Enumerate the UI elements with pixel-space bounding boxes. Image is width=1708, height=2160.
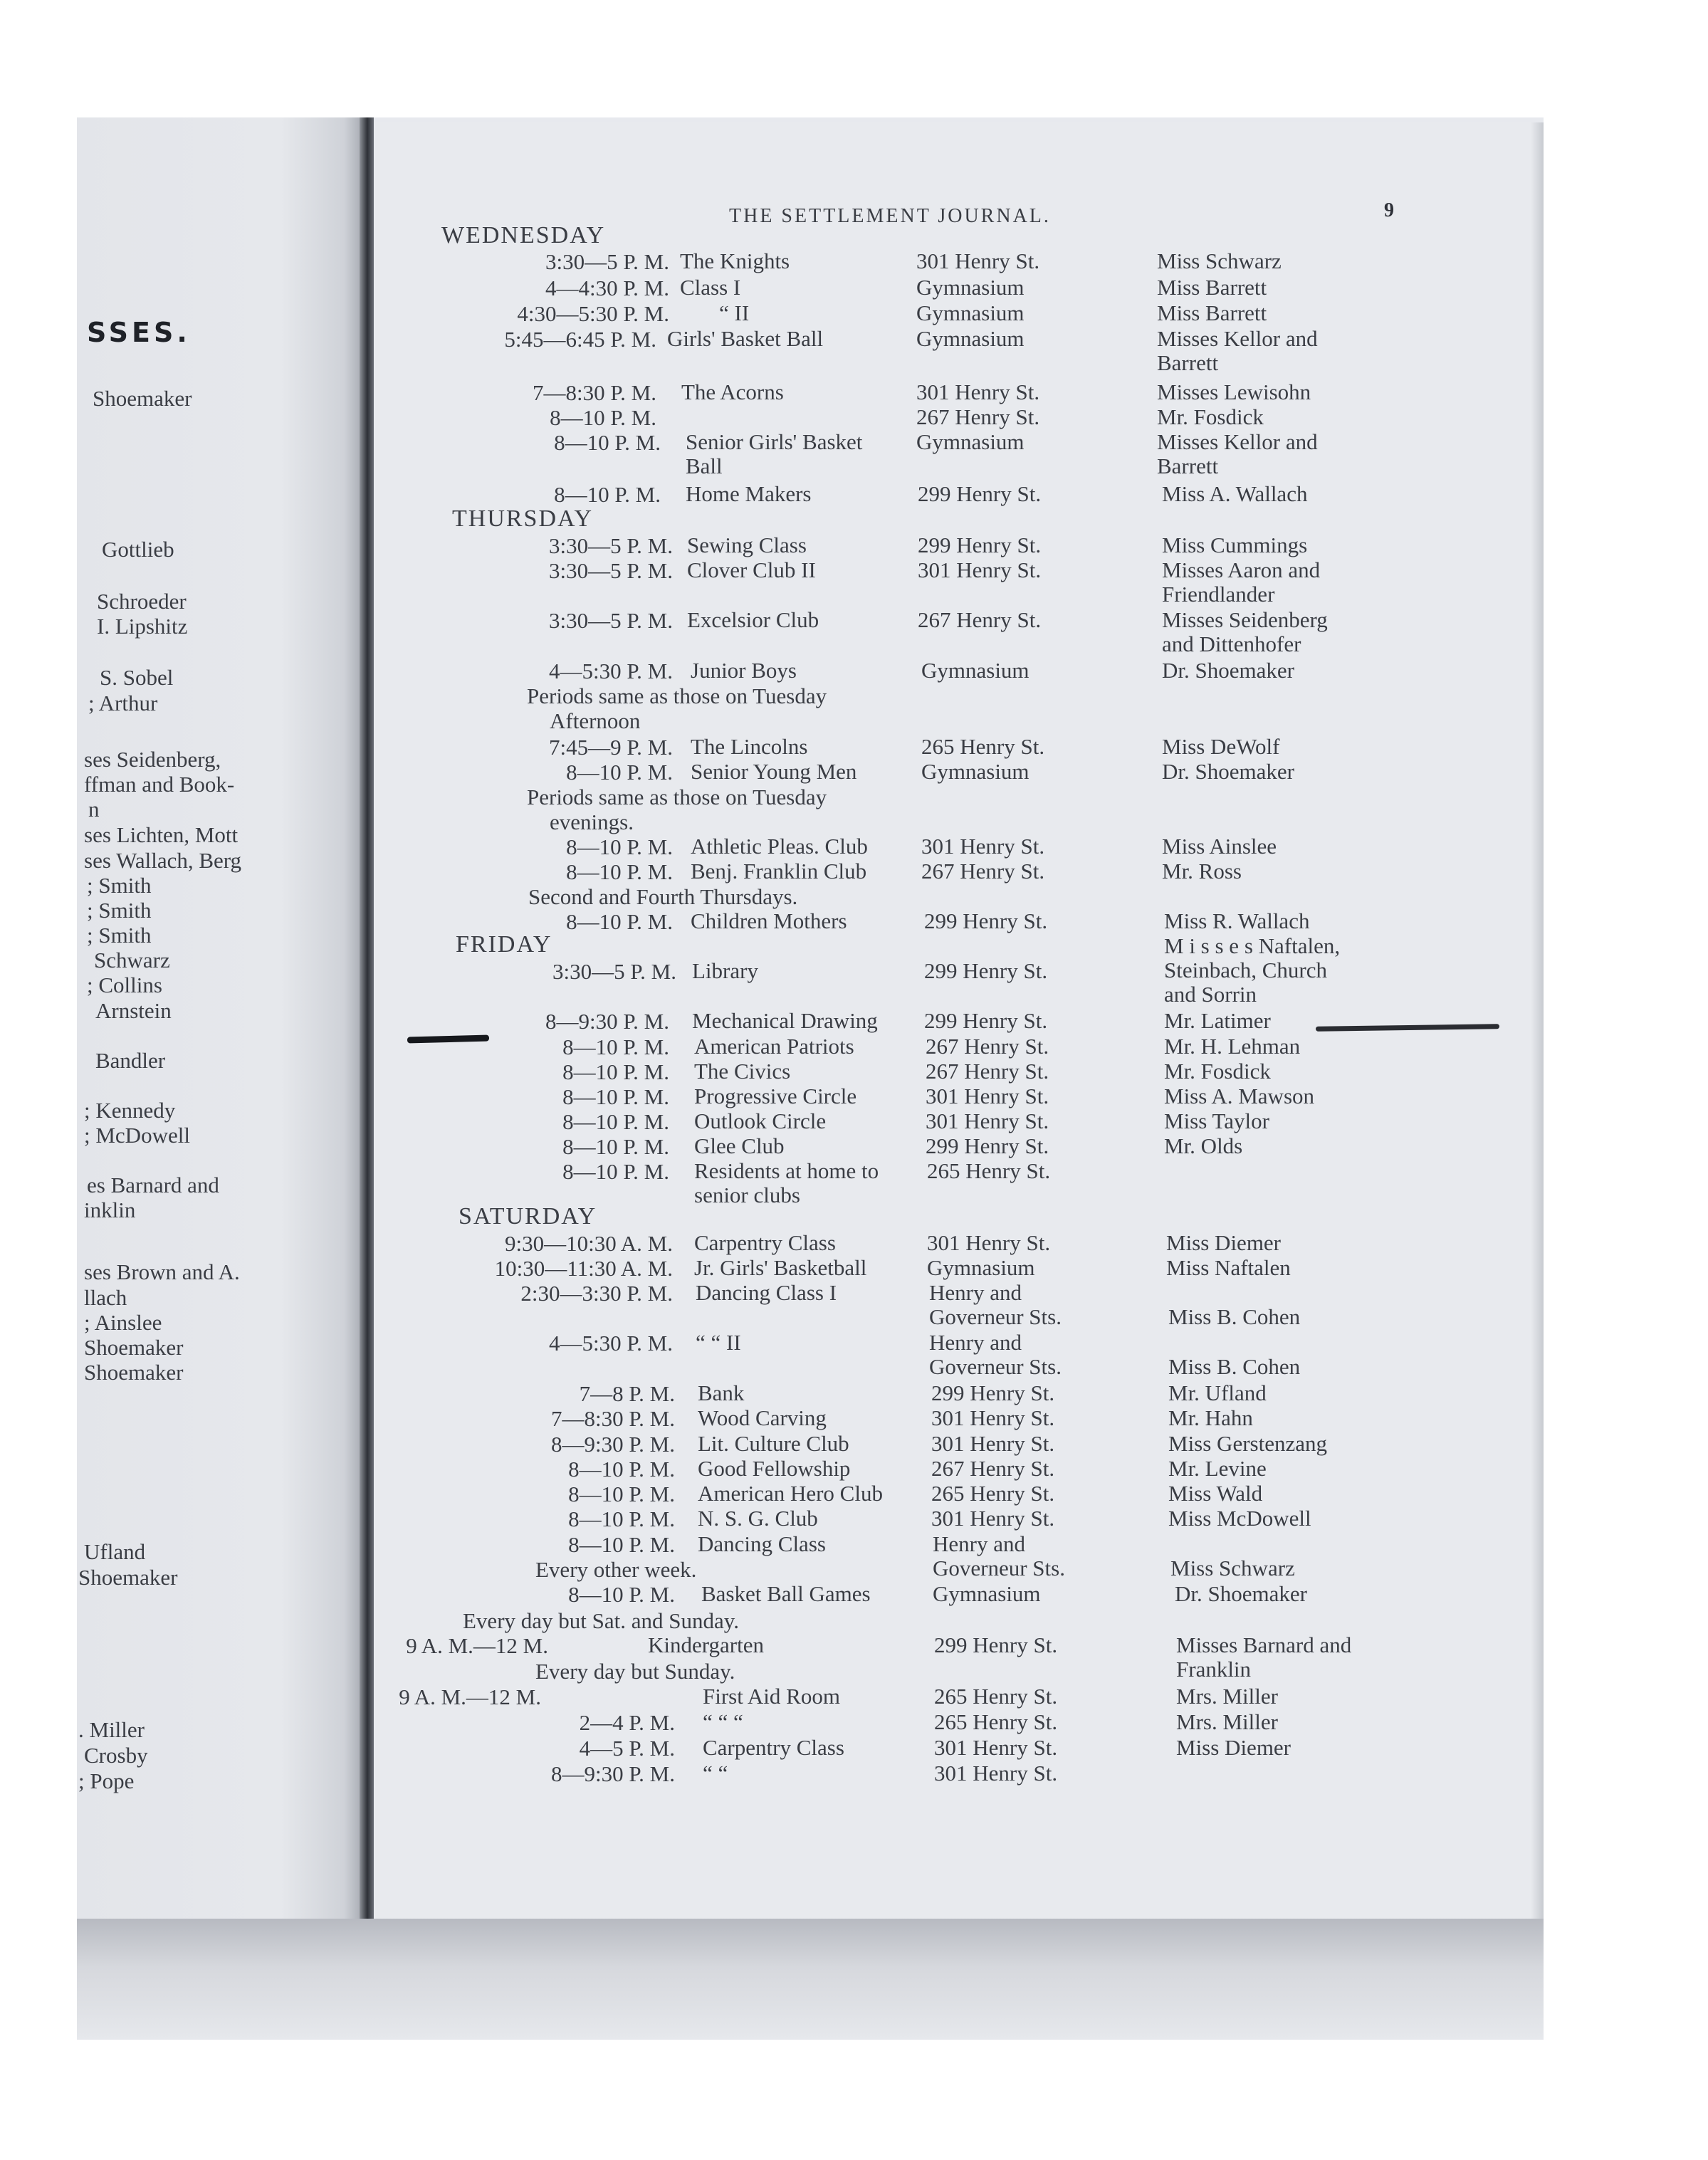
place-cell: 267 Henry St.: [918, 607, 1042, 632]
activity-cell: Outlook Circle: [694, 1108, 827, 1133]
activity-cell: Sewing Class: [687, 533, 807, 557]
conductor-cell: Miss Taylor: [1164, 1108, 1269, 1133]
activity-cell: The Acorns: [681, 379, 784, 404]
time-cell: 8—10 P. M.: [566, 760, 673, 785]
place-cell: 301 Henry St.: [916, 248, 1040, 273]
activity-cell: Jr. Girls' Basketball: [694, 1255, 867, 1280]
time-cell: 8—10 P. M.: [568, 1582, 675, 1607]
left-page-line: Shoemaker: [93, 386, 192, 411]
conductor-cell: Misses Lewisohn: [1157, 379, 1311, 404]
left-page-line: ; Smith: [87, 898, 152, 923]
conductor-cell: Misses Kellor and Barrett: [1157, 429, 1318, 478]
activity-cell: “ “ II: [696, 1330, 741, 1355]
left-page-line: es Barnard and: [87, 1173, 219, 1197]
place-cell: 265 Henry St.: [927, 1158, 1051, 1183]
book-gutter: [360, 117, 374, 1940]
time-cell: 5:45—6:45 P. M.: [504, 327, 656, 352]
activity-cell: Senior Young Men: [691, 759, 857, 784]
activity-cell: Clover Club II: [687, 557, 816, 582]
place-cell: 299 Henry St.: [926, 1133, 1049, 1158]
time-cell: 8—10 P. M.: [566, 834, 673, 859]
conductor-cell: Miss DeWolf: [1162, 734, 1280, 759]
place-cell: 301 Henry St.: [918, 557, 1042, 582]
place-cell: 299 Henry St.: [924, 908, 1048, 933]
activity-cell: The Lincolns: [691, 734, 808, 759]
left-page-line: Shoemaker: [78, 1565, 178, 1590]
place-cell: Gymnasium: [916, 300, 1025, 325]
conductor-cell: Miss Ainslee: [1162, 834, 1277, 859]
place-cell: 301 Henry St.: [934, 1761, 1058, 1786]
place-cell: 299 Henry St.: [934, 1632, 1058, 1657]
conductor-cell: Dr. Shoemaker: [1175, 1581, 1307, 1606]
time-cell: 4—5:30 P. M.: [549, 659, 673, 683]
place-cell: 267 Henry St.: [916, 404, 1040, 429]
activity-cell: Lit. Culture Club: [698, 1431, 849, 1456]
page-edge: [1531, 122, 1544, 1920]
activity-cell: Bank: [698, 1380, 745, 1405]
activity-cell: Residents at home to senior clubs: [694, 1158, 879, 1207]
time-cell: 8—10 P. M.: [562, 1034, 669, 1059]
time-cell: 3:30—5 P. M.: [552, 959, 676, 984]
activity-cell: Home Makers: [686, 481, 812, 506]
time-cell: 8—10 P. M.: [568, 1532, 675, 1557]
conductor-cell: Miss Schwarz: [1170, 1556, 1295, 1580]
activity-cell: Carpentry Class: [703, 1735, 844, 1760]
conductor-cell: Mr. Fosdick: [1157, 404, 1264, 429]
activity-cell: Library: [692, 958, 758, 983]
activity-cell: Mechanical Drawing: [692, 1008, 878, 1033]
time-cell: 3:30—5 P. M.: [549, 533, 673, 558]
left-page-line: Crosby: [84, 1743, 148, 1768]
activity-cell: “ “ “: [703, 1709, 743, 1734]
conductor-cell: Mr. Fosdick: [1164, 1059, 1271, 1084]
left-page-line: ; Smith: [87, 923, 152, 948]
schedule-note: Every day but Sat. and Sunday.: [463, 1608, 739, 1633]
conductor-cell: Miss Barrett: [1157, 300, 1267, 325]
activity-cell: Good Fellowship: [698, 1456, 851, 1481]
conductor-cell: Mr. Hahn: [1168, 1405, 1253, 1430]
activity-cell: Dancing Class I: [696, 1280, 837, 1305]
activity-cell: N. S. G. Club: [698, 1506, 818, 1531]
conductor-cell: Dr. Shoemaker: [1162, 759, 1294, 784]
schedule-note: Periods same as those on Tuesday: [527, 785, 827, 809]
left-page-line: Bandler: [95, 1048, 166, 1073]
left-page-line: S. Sobel: [100, 665, 174, 690]
time-cell: 7:45—9 P. M.: [549, 735, 673, 760]
activity-cell: Dancing Class: [698, 1531, 826, 1556]
left-page-line: Schroeder: [97, 589, 187, 614]
place-cell: 265 Henry St.: [921, 734, 1045, 759]
left-page-line: I. Lipshitz: [97, 614, 188, 639]
left-page-line: llach: [84, 1285, 127, 1310]
left-page-line: ses Lichten, Mott: [84, 822, 239, 847]
day-heading: SATURDAY: [459, 1203, 597, 1230]
conductor-cell: Miss A. Wallach: [1162, 481, 1308, 506]
time-cell: 8—10 P. M.: [562, 1059, 669, 1084]
place-cell: 299 Henry St.: [918, 481, 1042, 506]
conductor-cell: Miss B. Cohen: [1168, 1354, 1301, 1379]
conductor-cell: Miss B. Cohen: [1168, 1304, 1301, 1329]
activity-cell: Benj. Franklin Club: [691, 859, 867, 884]
time-cell: 4—5:30 P. M.: [549, 1331, 673, 1356]
place-cell: Gymnasium: [916, 429, 1025, 454]
place-cell: Henry and Governeur Sts.: [929, 1280, 1062, 1329]
time-cell: 8—9:30 P. M.: [551, 1432, 675, 1457]
place-cell: Gymnasium: [916, 275, 1025, 300]
conductor-cell: M i s s e s Naftalen, Steinbach, Church and Sorrin: [1164, 933, 1341, 1007]
conductor-cell: Miss Wald: [1168, 1481, 1263, 1506]
conductor-cell: Miss Diemer: [1166, 1230, 1282, 1255]
place-cell: 265 Henry St.: [934, 1684, 1058, 1709]
place-cell: 301 Henry St.: [934, 1735, 1058, 1760]
page-bottom-edge: [77, 1919, 1544, 2040]
time-cell: 10:30—11:30 A. M.: [494, 1256, 673, 1281]
left-page-line: ; Collins: [87, 972, 162, 997]
conductor-cell: Miss Cummings: [1162, 533, 1308, 557]
time-cell: 9:30—10:30 A. M.: [505, 1231, 673, 1256]
place-cell: 301 Henry St.: [926, 1108, 1049, 1133]
time-cell: 8—10 P. M.: [568, 1482, 675, 1506]
activity-cell: Kindergarten: [648, 1632, 764, 1657]
time-cell: 9 A. M.—12 M.: [406, 1633, 548, 1658]
conductor-cell: Dr. Shoemaker: [1162, 658, 1294, 683]
conductor-cell: Miss McDowell: [1168, 1506, 1311, 1531]
activity-cell: Senior Girls' Basket Ball: [686, 429, 863, 478]
time-cell: 8—10 P. M.: [566, 859, 673, 884]
day-heading: WEDNESDAY: [441, 222, 606, 248]
activity-cell: Children Mothers: [691, 908, 847, 933]
schedule-note: Every other week.: [535, 1557, 697, 1582]
left-page-line: n: [88, 797, 100, 822]
conductor-cell: Miss Gerstenzang: [1168, 1431, 1327, 1456]
conductor-cell: Miss A. Mawson: [1164, 1084, 1315, 1108]
time-cell: 3:30—5 P. M.: [549, 558, 673, 583]
left-page-line: ; Smith: [87, 873, 152, 898]
time-cell: 4—5 P. M.: [579, 1736, 675, 1761]
time-cell: 4:30—5:30 P. M.: [517, 301, 669, 326]
left-page-line: Arnstein: [95, 998, 172, 1023]
conductor-cell: Mrs. Miller: [1176, 1684, 1278, 1709]
time-cell: 8—10 P. M.: [568, 1457, 675, 1482]
time-cell: 8—9:30 P. M.: [551, 1761, 675, 1786]
place-cell: 267 Henry St.: [926, 1034, 1049, 1059]
place-cell: 267 Henry St.: [926, 1059, 1049, 1084]
place-cell: 299 Henry St.: [931, 1380, 1055, 1405]
time-cell: 9 A. M.—12 M.: [399, 1684, 541, 1709]
time-cell: 8—10 P. M.: [562, 1134, 669, 1159]
place-cell: Henry and Governeur Sts.: [929, 1330, 1062, 1379]
conductor-cell: Mr. Ross: [1162, 859, 1242, 884]
time-cell: 8—10 P. M.: [568, 1506, 675, 1531]
left-page-line: . Miller: [78, 1717, 145, 1742]
schedule-note: Second and Fourth Thursdays.: [528, 884, 798, 909]
activity-cell: Athletic Pleas. Club: [691, 834, 868, 859]
left-page-heading: SSES.: [87, 317, 191, 348]
place-cell: 299 Henry St.: [924, 1008, 1048, 1033]
activity-cell: Girls' Basket Ball: [667, 326, 824, 351]
page-number: 9: [1384, 199, 1394, 221]
schedule-note: Every day but Sunday.: [535, 1659, 735, 1684]
time-cell: 8—10 P. M.: [562, 1109, 669, 1134]
left-page-line: ffman and Book-: [84, 772, 235, 797]
activity-cell: The Civics: [694, 1059, 791, 1084]
activity-cell: Class I: [680, 275, 741, 300]
left-page-line: ; Kennedy: [84, 1098, 176, 1123]
left-page-line: ; Pope: [78, 1768, 135, 1793]
time-cell: 8—10 P. M.: [566, 909, 673, 934]
place-cell: 301 Henry St.: [931, 1405, 1055, 1430]
activity-cell: American Patriots: [694, 1034, 854, 1059]
left-page-line: ; Arthur: [88, 691, 158, 715]
time-cell: 8—10 P. M.: [562, 1084, 669, 1109]
activity-cell: Carpentry Class: [694, 1230, 836, 1255]
time-cell: 8—10 P. M.: [554, 482, 661, 507]
place-cell: Gymnasium: [927, 1255, 1035, 1280]
conductor-cell: Miss Barrett: [1157, 275, 1267, 300]
time-cell: 2:30—3:30 P. M.: [520, 1281, 673, 1306]
left-page-line: Ufland: [84, 1539, 146, 1564]
conductor-cell: Miss Schwarz: [1157, 248, 1282, 273]
left-page-line: ses Wallach, Berg: [84, 848, 242, 873]
activity-cell: Glee Club: [694, 1133, 785, 1158]
activity-cell: “ II: [719, 300, 750, 325]
place-cell: 267 Henry St.: [921, 859, 1045, 884]
time-cell: 7—8:30 P. M.: [533, 380, 656, 405]
place-cell: Henry and Governeur Sts.: [933, 1531, 1065, 1580]
conductor-cell: Mr. Latimer: [1164, 1008, 1271, 1033]
conductor-cell: Misses Kellor and Barrett: [1157, 326, 1318, 375]
conductor-cell: Mr. Olds: [1164, 1133, 1243, 1158]
left-page-line: ses Seidenberg,: [84, 747, 221, 772]
time-cell: 2—4 P. M.: [579, 1710, 675, 1735]
place-cell: Gymnasium: [916, 326, 1025, 351]
conductor-cell: Miss Naftalen: [1166, 1255, 1291, 1280]
conductor-cell: Misses Seidenberg and Dittenhofer: [1162, 607, 1328, 656]
place-cell: 301 Henry St.: [927, 1230, 1051, 1255]
place-cell: 299 Henry St.: [918, 533, 1042, 557]
activity-cell: The Knights: [680, 248, 790, 273]
schedule-note: Afternoon: [550, 708, 641, 733]
left-page-line: Shoemaker: [84, 1335, 184, 1360]
place-cell: 301 Henry St.: [931, 1506, 1055, 1531]
place-cell: 301 Henry St.: [921, 834, 1045, 859]
time-cell: 3:30—5 P. M.: [549, 608, 673, 633]
journal-header: THE SETTLEMENT JOURNAL.: [729, 205, 1051, 227]
schedule-note: evenings.: [550, 809, 634, 834]
place-cell: Gymnasium: [921, 759, 1029, 784]
time-cell: 3:30—5 P. M.: [545, 249, 669, 274]
activity-cell: American Hero Club: [698, 1481, 883, 1506]
place-cell: 299 Henry St.: [924, 958, 1048, 983]
left-page-line: ; McDowell: [84, 1123, 190, 1148]
conductor-cell: Mr. Ufland: [1168, 1380, 1267, 1405]
left-page-line: ; Ainslee: [84, 1310, 162, 1335]
schedule-note: Periods same as those on Tuesday: [527, 683, 827, 708]
place-cell: Gymnasium: [933, 1581, 1041, 1606]
place-cell: Gymnasium: [921, 658, 1029, 683]
left-page-line: inklin: [84, 1197, 136, 1222]
conductor-cell: Miss Diemer: [1176, 1735, 1292, 1760]
time-cell: 8—10 P. M.: [562, 1159, 669, 1184]
conductor-cell: Misses Barnard and Franklin: [1176, 1632, 1352, 1682]
time-cell: 8—9:30 P. M.: [545, 1009, 669, 1034]
activity-cell: Basket Ball Games: [701, 1581, 871, 1606]
conductor-cell: Mrs. Miller: [1176, 1709, 1278, 1734]
activity-cell: Junior Boys: [691, 658, 797, 683]
time-cell: 8—10 P. M.: [550, 405, 656, 430]
place-cell: 265 Henry St.: [931, 1481, 1055, 1506]
left-page-line: ses Brown and A.: [84, 1259, 240, 1284]
place-cell: 301 Henry St.: [931, 1431, 1055, 1456]
activity-cell: First Aid Room: [703, 1684, 840, 1709]
day-heading: FRIDAY: [456, 931, 552, 958]
day-heading: THURSDAY: [452, 505, 594, 532]
conductor-cell: Miss R. Wallach: [1164, 908, 1310, 933]
activity-cell: “ “: [703, 1761, 728, 1786]
time-cell: 8—10 P. M.: [554, 430, 661, 455]
activity-cell: Excelsior Club: [687, 607, 819, 632]
conductor-cell: Mr. H. Lehman: [1164, 1034, 1301, 1059]
place-cell: 301 Henry St.: [926, 1084, 1049, 1108]
conductor-cell: Misses Aaron and Friendlander: [1162, 557, 1321, 607]
time-cell: 7—8 P. M.: [579, 1381, 675, 1406]
time-cell: 7—8:30 P. M.: [551, 1406, 675, 1431]
left-page-line: Shoemaker: [84, 1360, 184, 1385]
activity-cell: Progressive Circle: [694, 1084, 857, 1108]
place-cell: 267 Henry St.: [931, 1456, 1055, 1481]
conductor-cell: Mr. Levine: [1168, 1456, 1267, 1481]
time-cell: 4—4:30 P. M.: [545, 276, 669, 300]
left-page-line: Schwarz: [94, 948, 170, 972]
place-cell: 301 Henry St.: [916, 379, 1040, 404]
activity-cell: Wood Carving: [698, 1405, 827, 1430]
left-page-line: Gottlieb: [102, 537, 174, 562]
place-cell: 265 Henry St.: [934, 1709, 1058, 1734]
